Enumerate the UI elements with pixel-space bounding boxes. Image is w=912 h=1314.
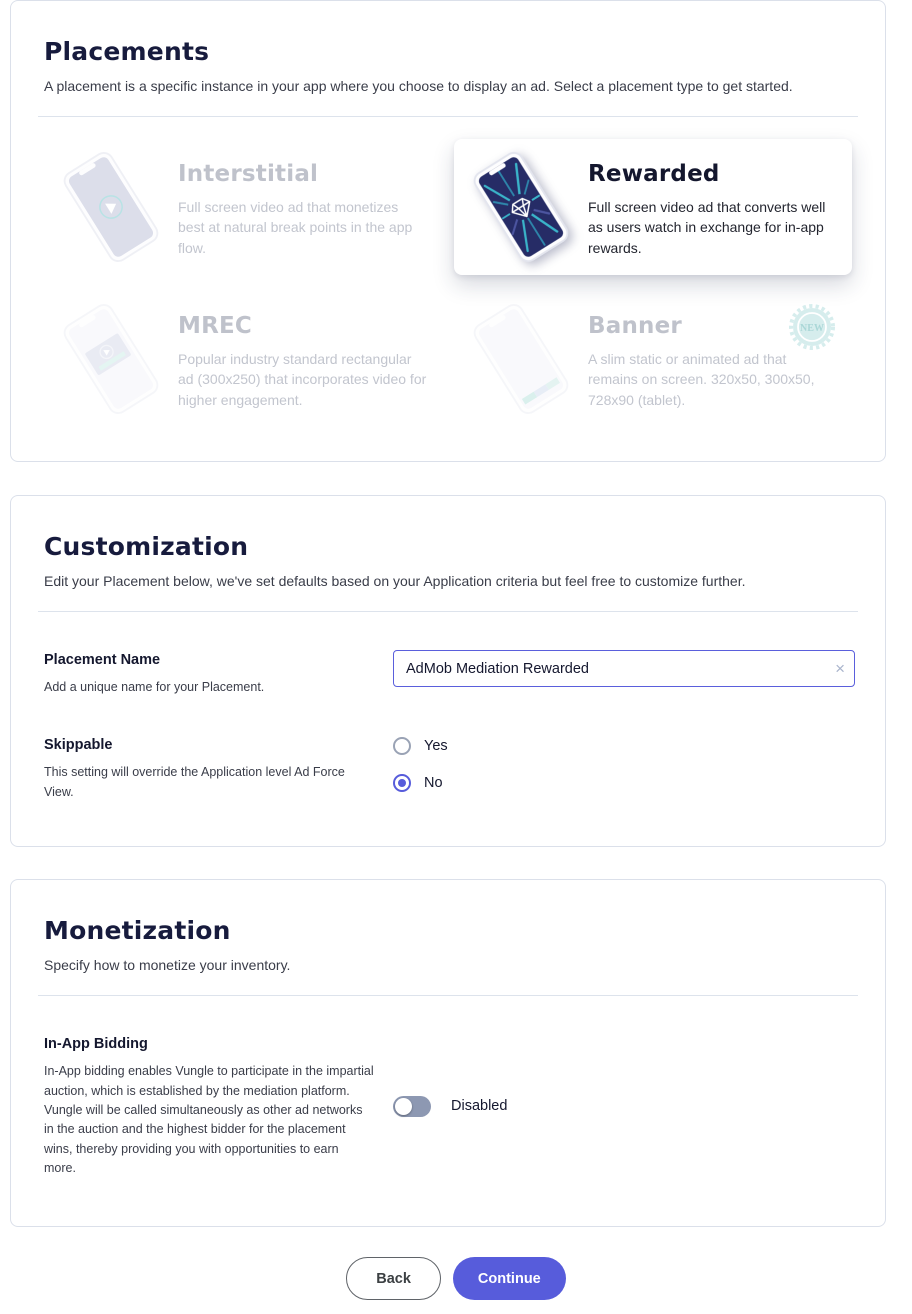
mrec-text bbox=[178, 307, 428, 410]
skippable-radio-group bbox=[393, 735, 852, 802]
placement-type-rewarded[interactable] bbox=[454, 139, 852, 275]
placement-name-input-wrap bbox=[393, 650, 855, 687]
in-app-bidding-help: In-App bidding enables Vungle to participate in the impartial auction, which is established by the mediation platform. Vungle will be called simultaneously as other ad networks in the auction and the highest bidder for the placement wins, thereby providing you with opportunities to earn more. bbox=[44, 1064, 374, 1175]
placement-name-row bbox=[44, 650, 852, 697]
interstitial-text bbox=[178, 155, 428, 258]
in-app-bidding-row bbox=[44, 1034, 852, 1178]
placement-type-mrec[interactable] bbox=[44, 291, 442, 427]
banner-title: Banner bbox=[588, 313, 682, 339]
radio-no-icon[interactable] bbox=[393, 774, 411, 792]
footer-actions bbox=[0, 1257, 912, 1300]
placements-description: A placement is a specific instance in your app where you choose to display an ad. Select a placement type to get started. bbox=[44, 78, 793, 94]
in-app-bidding-toggle[interactable] bbox=[393, 1096, 431, 1117]
mrec-title: MREC bbox=[178, 313, 252, 339]
interstitial-description: Full screen video ad that monetizes best at natural break points in the app flow. bbox=[178, 199, 413, 256]
placement-type-banner[interactable] bbox=[454, 291, 852, 427]
skippable-label: Skippable bbox=[44, 737, 113, 754]
placements-title: Placements bbox=[44, 37, 210, 66]
divider bbox=[38, 611, 858, 612]
monetization-title: Monetization bbox=[44, 916, 231, 946]
rewarded-title: Rewarded bbox=[588, 161, 720, 187]
skippable-option-no[interactable] bbox=[393, 774, 852, 792]
placement-type-interstitial[interactable] bbox=[44, 139, 442, 275]
in-app-bidding-label-block bbox=[44, 1034, 393, 1178]
skippable-option-yes[interactable] bbox=[393, 737, 852, 755]
in-app-bidding-label: In-App Bidding bbox=[44, 1036, 148, 1053]
mrec-phone-icon bbox=[58, 307, 164, 411]
placement-name-help: Add a unique name for your Placement. bbox=[44, 680, 265, 694]
toggle-knob bbox=[395, 1098, 412, 1115]
interstitial-title: Interstitial bbox=[178, 161, 319, 187]
placement-name-input[interactable] bbox=[393, 650, 855, 687]
customization-section bbox=[10, 495, 886, 847]
banner-phone-icon bbox=[468, 307, 574, 411]
customization-title: Customization bbox=[44, 532, 249, 561]
skippable-help: This setting will override the Application level Ad Force View. bbox=[44, 765, 345, 799]
divider bbox=[38, 995, 858, 996]
monetization-description: Specify how to monetize your inventory. bbox=[44, 957, 291, 974]
mrec-description: Popular industry standard rectangular ad (300x250) that incorporates video for higher engagement. bbox=[178, 351, 427, 408]
customization-description: Edit your Placement below, we've set defaults based on your Application criteria but feel free to customize further. bbox=[44, 573, 746, 589]
back-button[interactable]: Back bbox=[346, 1257, 441, 1300]
radio-yes-icon[interactable] bbox=[393, 737, 411, 755]
new-badge-icon bbox=[788, 303, 836, 351]
new-badge-label: NEW bbox=[800, 323, 824, 334]
rewarded-description: Full screen video ad that converts well as users watch in exchange for in-app rewards. bbox=[588, 199, 826, 256]
rewarded-text bbox=[588, 155, 838, 258]
radio-no-label: No bbox=[424, 775, 443, 792]
radio-yes-label: Yes bbox=[424, 738, 448, 755]
skippable-label-block bbox=[44, 735, 393, 802]
placement-name-label-block bbox=[44, 650, 393, 697]
skippable-row bbox=[44, 735, 852, 802]
placements-section bbox=[10, 0, 886, 462]
monetization-section bbox=[10, 879, 886, 1227]
placement-type-grid bbox=[44, 117, 852, 433]
in-app-bidding-toggle-row bbox=[393, 1034, 852, 1178]
interstitial-phone-icon bbox=[58, 155, 164, 259]
in-app-bidding-state: Disabled bbox=[451, 1098, 508, 1115]
continue-button[interactable]: Continue bbox=[453, 1257, 566, 1300]
rewarded-phone-icon bbox=[468, 155, 574, 259]
placement-name-label: Placement Name bbox=[44, 652, 161, 668]
clear-input-icon[interactable]: × bbox=[835, 658, 845, 678]
banner-description: A slim static or animated ad that remains on screen. 320x50, 300x50, 728x90 (tablet). bbox=[588, 351, 815, 408]
